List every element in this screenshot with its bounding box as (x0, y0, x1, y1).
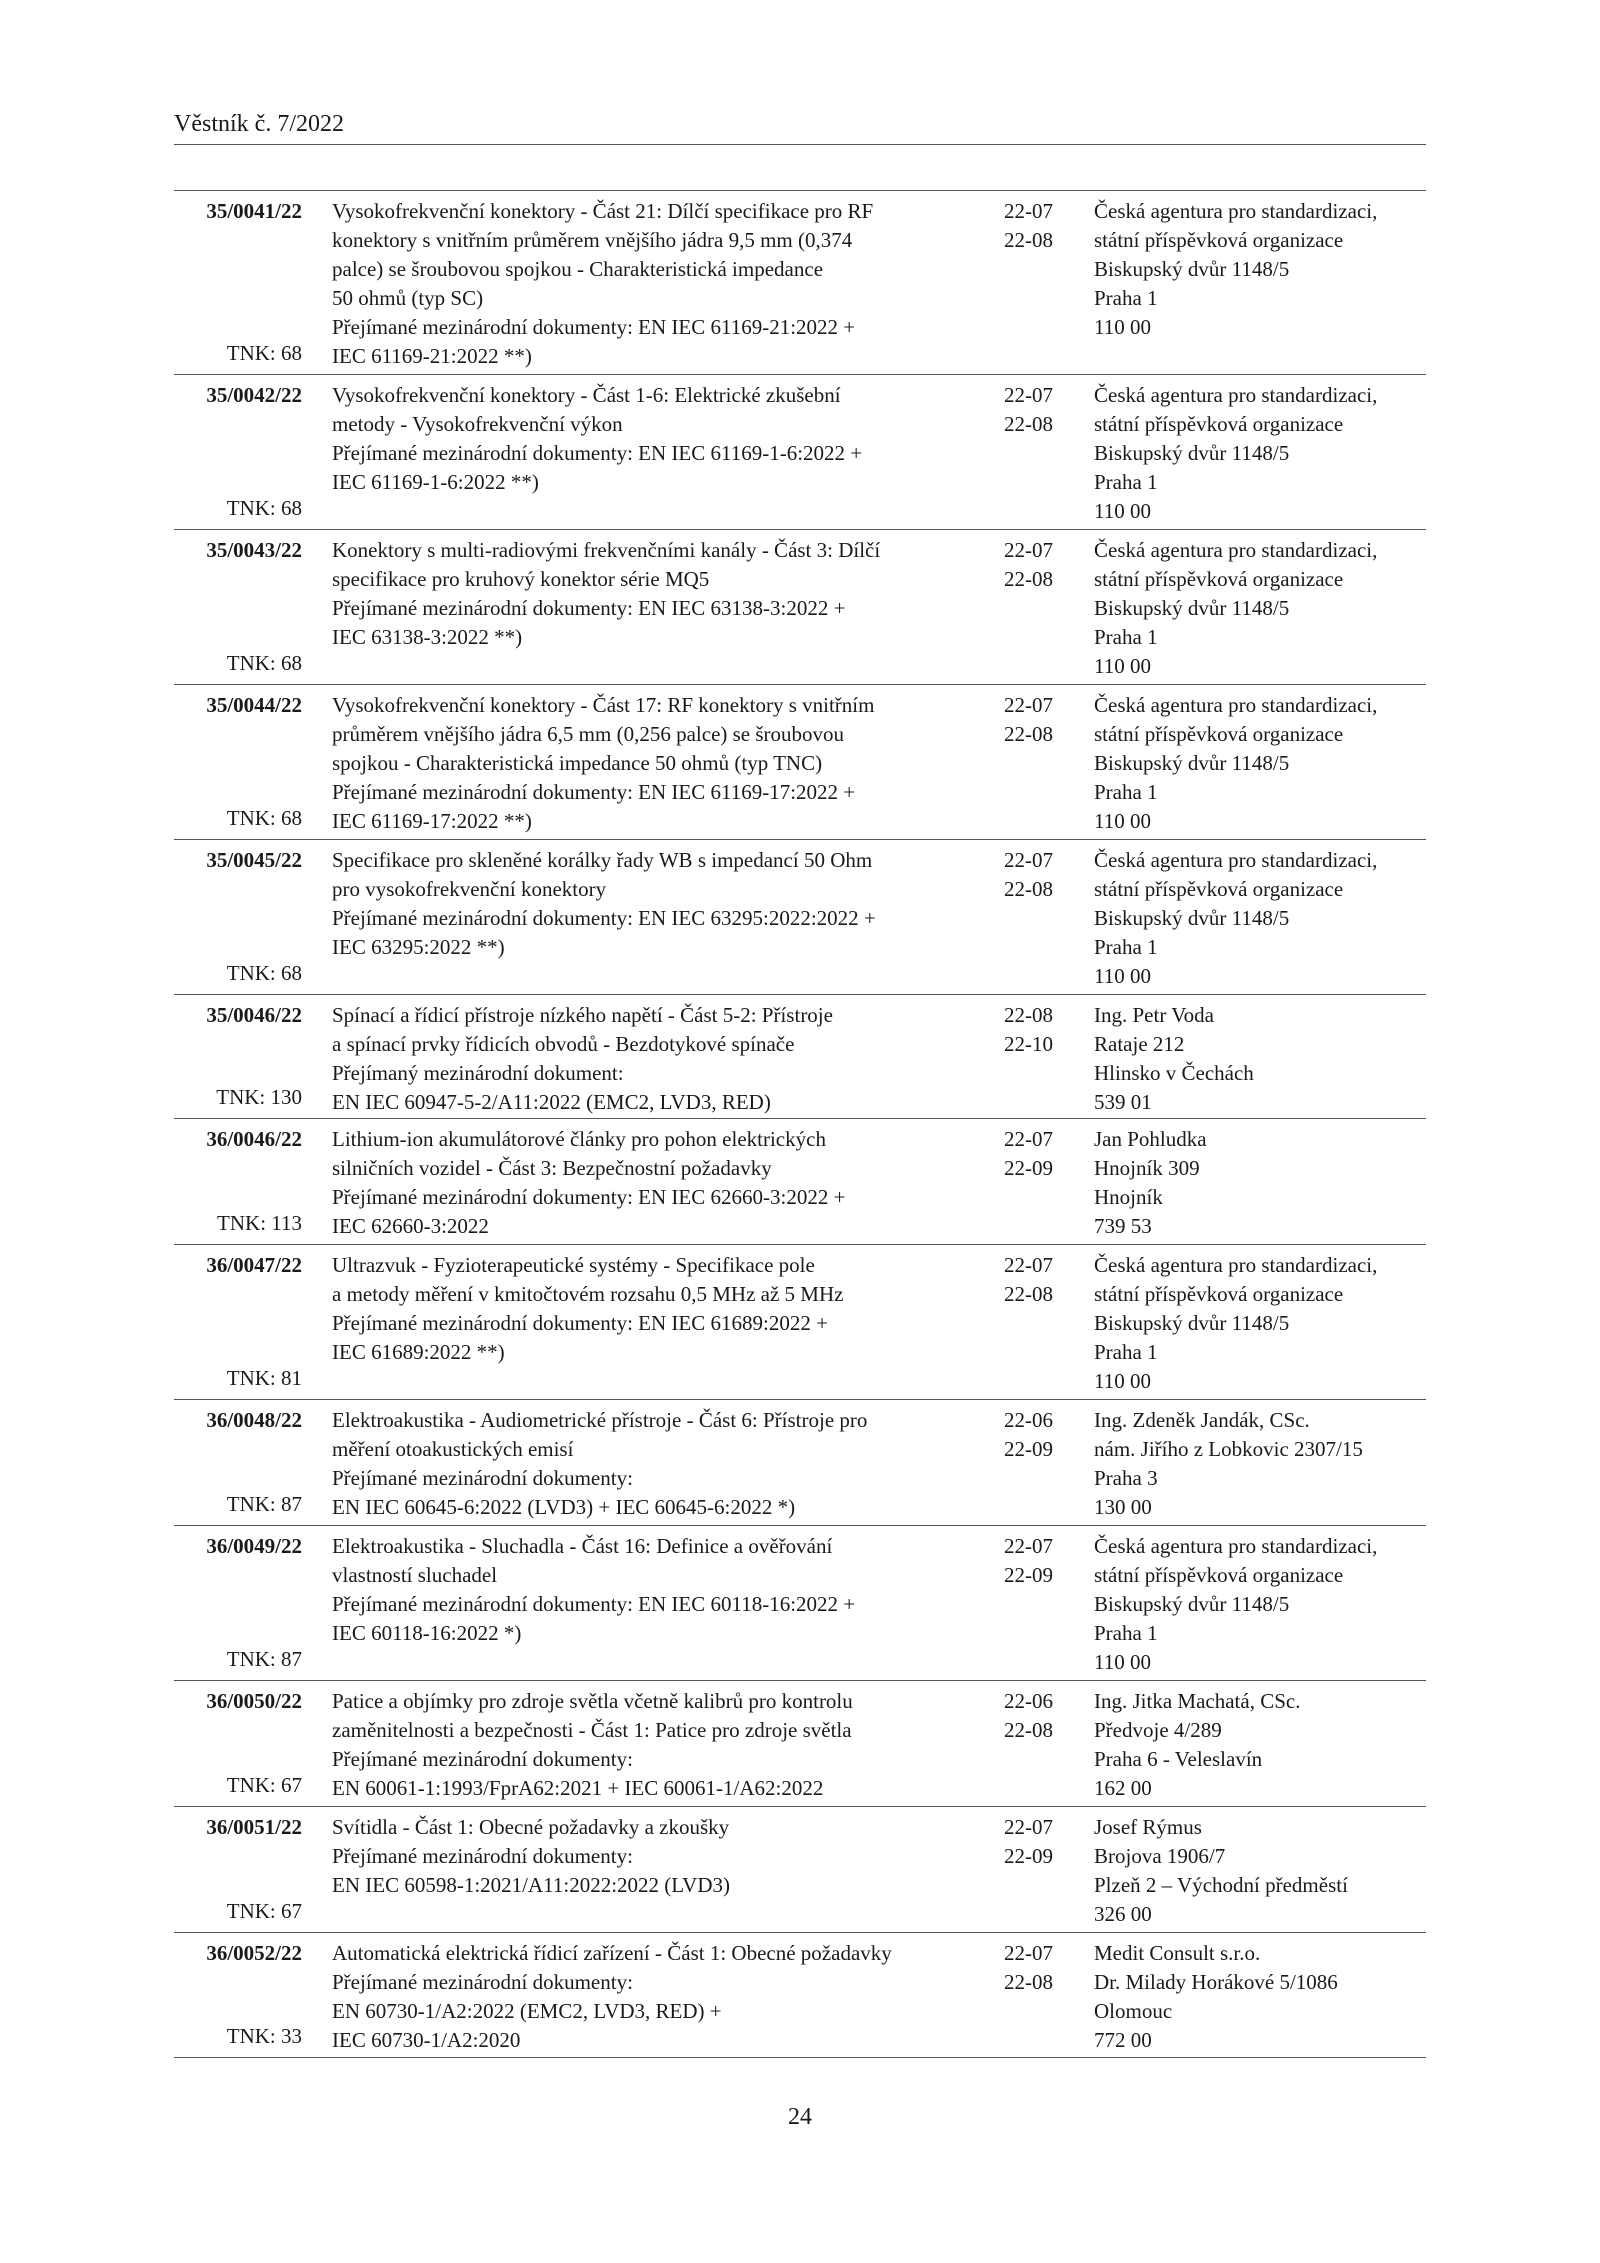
dates-line: 22-08 (1004, 412, 1053, 436)
standard-title-line: Přejímané mezinárodní dokumenty: EN IEC 63295:2022:2022 + (332, 906, 876, 930)
contact-address (1094, 536, 1426, 681)
standard-title (332, 1406, 964, 1522)
contact-address-line: Biskupský dvůr 1148/5 (1094, 1592, 1290, 1616)
contact-address-line: Olomouc (1094, 1999, 1173, 2023)
contact-address-line: státní příspěvková organizace (1094, 228, 1344, 252)
notice-number: 35/0042/22 (206, 383, 302, 407)
table-row (174, 994, 1426, 1118)
tnk-number: TNK: 130 (216, 1085, 302, 1109)
standard-title-line: IEC 60730-1/A2:2020 (332, 2028, 521, 2052)
dates-line: 22-07 (1004, 538, 1053, 562)
standard-title-line: IEC 63295:2022 **) (332, 935, 505, 959)
contact-address-line: Ing. Jitka Machatá, CSc. (1094, 1689, 1301, 1713)
standard-title-line: pro vysokofrekvenční konektory (332, 877, 607, 901)
dates-line: 22-09 (1004, 1563, 1053, 1587)
contact-address (1094, 1406, 1426, 1522)
table-row (174, 1680, 1426, 1806)
table-row (174, 1118, 1426, 1244)
notice-number: 35/0045/22 (206, 848, 302, 872)
tnk-number: TNK: 81 (226, 1366, 302, 1390)
notice-number: 36/0051/22 (206, 1815, 302, 1839)
contact-address-line: státní příspěvková organizace (1094, 412, 1344, 436)
contact-address-line: Praha 6 - Veleslavín (1094, 1747, 1263, 1771)
dates-line: 22-07 (1004, 199, 1053, 223)
contact-address-line: Česká agentura pro standardizaci, (1094, 848, 1378, 872)
standard-title-line: Elektroakustika - Sluchadla - Část 16: Definice a ověřování (332, 1534, 833, 1558)
standard-title (332, 1251, 964, 1367)
dates-line: 22-07 (1004, 1941, 1053, 1965)
contact-address-line: Praha 1 (1094, 286, 1158, 310)
standard-title-line: EN IEC 60947-5-2/A11:2022 (EMC2, LVD3, RED) (332, 1090, 771, 1114)
contact-address-line: 772 00 (1094, 2028, 1152, 2052)
notice-number: 36/0047/22 (206, 1253, 302, 1277)
contact-address-line: 110 00 (1094, 1650, 1151, 1674)
contact-address-line: Praha 1 (1094, 1340, 1158, 1364)
notice-number: 36/0049/22 (206, 1534, 302, 1558)
standard-title-line: Přejímané mezinárodní dokumenty: (332, 1970, 633, 1994)
contact-address-line: Praha 3 (1094, 1466, 1158, 1490)
standard-title-line: IEC 63138-3:2022 **) (332, 625, 523, 649)
contact-address-line: státní příspěvková organizace (1094, 1563, 1344, 1587)
standard-title (332, 1813, 964, 1900)
dates-line: 22-09 (1004, 1156, 1053, 1180)
contact-address-line: 110 00 (1094, 654, 1151, 678)
contact-address-line: 326 00 (1094, 1902, 1152, 1926)
contact-address-line: Česká agentura pro standardizaci, (1094, 383, 1378, 407)
contact-address (1094, 197, 1426, 342)
tnk-number: TNK: 33 (226, 2024, 302, 2048)
standard-title-line: IEC 61169-1-6:2022 **) (332, 470, 539, 494)
standard-title-line: Přejímané mezinárodní dokumenty: EN IEC 62660-3:2022 + (332, 1185, 846, 1209)
standard-title-line: Lithium-ion akumulátorové články pro pohon elektrických (332, 1127, 826, 1151)
contact-address (1094, 846, 1426, 991)
contact-address-line: Praha 1 (1094, 780, 1158, 804)
table-row (174, 1399, 1426, 1525)
standard-title-line: metody - Vysokofrekvenční výkon (332, 412, 623, 436)
contact-address-line: Brojova 1906/7 (1094, 1844, 1226, 1868)
contact-address-line: Plzeň 2 – Východní předměstí (1094, 1873, 1348, 1897)
standard-title-line: měření otoakustických emisí (332, 1437, 574, 1461)
dates-line: 22-06 (1004, 1689, 1053, 1713)
dates-line: 22-07 (1004, 383, 1053, 407)
contact-address-line: Biskupský dvůr 1148/5 (1094, 257, 1290, 281)
standard-title-line: Přejímané mezinárodní dokumenty: EN IEC 61169-17:2022 + (332, 780, 856, 804)
dates-line: 22-09 (1004, 1844, 1053, 1868)
table-row (174, 1525, 1426, 1680)
notice-number: 36/0048/22 (206, 1408, 302, 1432)
contact-address-line: Jan Pohludka (1094, 1127, 1207, 1151)
standard-title-line: Přejímané mezinárodní dokumenty: EN IEC 61689:2022 + (332, 1311, 828, 1335)
contact-address-line: Josef Rýmus (1094, 1815, 1202, 1839)
standard-title (332, 536, 964, 652)
contact-address-line: Praha 1 (1094, 1621, 1158, 1645)
standard-title-line: IEC 61169-17:2022 **) (332, 809, 532, 833)
contact-address-line: 110 00 (1094, 315, 1151, 339)
contact-address-line: Rataje 212 (1094, 1032, 1185, 1056)
standard-title-line: silničních vozidel - Část 3: Bezpečnostní požadavky (332, 1156, 772, 1180)
standard-title (332, 846, 964, 962)
notice-number: 36/0050/22 (206, 1689, 302, 1713)
contact-address-line: Hlinsko v Čechách (1094, 1061, 1254, 1085)
standard-title-line: vlastností sluchadel (332, 1563, 498, 1587)
standard-title-line: Specifikace pro skleněné korálky řady WB s impedancí 50 Ohm (332, 848, 873, 872)
dates (1004, 1532, 1070, 1590)
standard-title-line: spojkou - Charakteristická impedance 50 ohmů (typ TNC) (332, 751, 823, 775)
standard-title (332, 1939, 964, 2055)
dates-line: 22-08 (1004, 567, 1053, 591)
dates (1004, 846, 1070, 904)
contact-address-line: Česká agentura pro standardizaci, (1094, 199, 1378, 223)
dates-line: 22-07 (1004, 848, 1053, 872)
standard-title-line: 50 ohmů (typ SC) (332, 286, 484, 310)
contact-address (1094, 1532, 1426, 1677)
notice-number: 35/0044/22 (206, 693, 302, 717)
contact-address (1094, 1687, 1426, 1803)
standard-title-line: Přejímané mezinárodní dokumenty: EN IEC 61169-21:2022 + (332, 315, 856, 339)
dates-line: 22-08 (1004, 722, 1053, 746)
notice-number: 35/0043/22 (206, 538, 302, 562)
standard-title-line: Přejímané mezinárodní dokumenty: EN IEC 60118-16:2022 + (332, 1592, 856, 1616)
dates (1004, 691, 1070, 749)
dates-line: 22-10 (1004, 1032, 1053, 1056)
contact-address-line: Česká agentura pro standardizaci, (1094, 538, 1378, 562)
tnk-number: TNK: 87 (226, 1492, 302, 1516)
contact-address-line: státní příspěvková organizace (1094, 722, 1344, 746)
standard-title-line: zaměnitelnosti a bezpečnosti - Část 1: Patice pro zdroje světla (332, 1718, 852, 1742)
dates-line: 22-09 (1004, 1437, 1053, 1461)
contact-address-line: státní příspěvková organizace (1094, 567, 1344, 591)
contact-address-line: 110 00 (1094, 499, 1151, 523)
standard-title-line: konektory s vnitřním průměrem vnějšího jádra 9,5 mm (0,374 (332, 228, 853, 252)
table-row (174, 190, 1426, 374)
dates (1004, 1125, 1070, 1183)
standard-title-line: specifikace pro kruhový konektor série MQ5 (332, 567, 710, 591)
standard-title-line: palce) se šroubovou spojkou - Charakteristická impedance (332, 257, 824, 281)
standard-title-line: Přejímané mezinárodní dokumenty: (332, 1844, 633, 1868)
contact-address-line: Praha 1 (1094, 935, 1158, 959)
dates-line: 22-08 (1004, 1718, 1053, 1742)
standard-title (332, 1001, 964, 1117)
contact-address-line: Biskupský dvůr 1148/5 (1094, 1311, 1290, 1335)
tnk-number: TNK: 68 (226, 341, 302, 365)
contact-address-line: Medit Consult s.r.o. (1094, 1941, 1261, 1965)
standard-title-line: EN 60061-1:1993/FprA62:2021 + IEC 60061-1/A62:2022 (332, 1776, 824, 1800)
dates (1004, 1813, 1070, 1871)
tnk-number: TNK: 68 (226, 651, 302, 675)
standard-title-line: IEC 61689:2022 **) (332, 1340, 505, 1364)
dates-line: 22-08 (1004, 1003, 1053, 1027)
standard-title-line: Přejímané mezinárodní dokumenty: (332, 1747, 633, 1771)
dates (1004, 1001, 1070, 1059)
standard-title (332, 1687, 964, 1803)
standard-title-line: EN IEC 60645-6:2022 (LVD3) + IEC 60645-6:2022 *) (332, 1495, 796, 1519)
standard-title-line: EN IEC 60598-1:2021/A11:2022:2022 (LVD3) (332, 1873, 731, 1897)
tnk-number: TNK: 87 (226, 1647, 302, 1671)
contact-address-line: Hnojník (1094, 1185, 1163, 1209)
standard-title-line: IEC 61169-21:2022 **) (332, 344, 532, 368)
dates-line: 22-08 (1004, 877, 1053, 901)
standard-title (332, 1125, 964, 1241)
contact-address-line: Hnojník 309 (1094, 1156, 1200, 1180)
contact-address (1094, 1001, 1426, 1117)
contact-address-line: 539 01 (1094, 1090, 1152, 1114)
contact-address-line: Ing. Zdeněk Jandák, CSc. (1094, 1408, 1310, 1432)
standard-title-line: Svítidla - Část 1: Obecné požadavky a zkoušky (332, 1815, 730, 1839)
tnk-number: TNK: 67 (226, 1899, 302, 1923)
standard-title-line: IEC 60118-16:2022 *) (332, 1621, 522, 1645)
contact-address-line: Praha 1 (1094, 470, 1158, 494)
contact-address-line: 739 53 (1094, 1214, 1152, 1238)
standard-title-line: EN 60730-1/A2:2022 (EMC2, LVD3, RED) + (332, 1999, 722, 2023)
tnk-number: TNK: 68 (226, 496, 302, 520)
contact-address-line: Biskupský dvůr 1148/5 (1094, 441, 1290, 465)
contact-address-line: státní příspěvková organizace (1094, 1282, 1344, 1306)
standard-title-line: a metody měření v kmitočtovém rozsahu 0,5 MHz až 5 MHz (332, 1282, 844, 1306)
standard-title (332, 1532, 964, 1648)
dates-line: 22-06 (1004, 1408, 1053, 1432)
contact-address (1094, 1813, 1426, 1929)
dates-line: 22-07 (1004, 1253, 1053, 1277)
contact-address-line: 130 00 (1094, 1495, 1152, 1519)
table-row (174, 529, 1426, 684)
dates (1004, 1251, 1070, 1309)
table-row (174, 839, 1426, 994)
contact-address-line: státní příspěvková organizace (1094, 877, 1344, 901)
tnk-number: TNK: 113 (217, 1211, 302, 1235)
dates (1004, 1939, 1070, 1997)
standards-table (174, 190, 1426, 2058)
dates (1004, 536, 1070, 594)
dates-line: 22-07 (1004, 693, 1053, 717)
standard-title-line: Spínací a řídicí přístroje nízkého napětí - Část 5-2: Přístroje (332, 1003, 833, 1027)
standard-title-line: a spínací prvky řídicích obvodů - Bezdotykové spínače (332, 1032, 795, 1056)
tnk-number: TNK: 67 (226, 1773, 302, 1797)
standard-title-line: Ultrazvuk - Fyzioterapeutické systémy - Specifikace pole (332, 1253, 815, 1277)
notice-number: 35/0041/22 (206, 199, 302, 223)
contact-address-line: Předvoje 4/289 (1094, 1718, 1222, 1742)
table-row (174, 1806, 1426, 1932)
contact-address-line: Česká agentura pro standardizaci, (1094, 1253, 1378, 1277)
dates-line: 22-07 (1004, 1127, 1053, 1151)
standard-title (332, 381, 964, 497)
contact-address-line: Česká agentura pro standardizaci, (1094, 693, 1378, 717)
standard-title (332, 691, 964, 836)
standard-title (332, 197, 964, 371)
standard-title-line: průměrem vnějšího jádra 6,5 mm (0,256 palce) se šroubovou (332, 722, 845, 746)
page-number: 24 (788, 2104, 812, 2130)
contact-address-line: Biskupský dvůr 1148/5 (1094, 906, 1290, 930)
contact-address-line: Biskupský dvůr 1148/5 (1094, 751, 1290, 775)
standard-title-line: Přejímané mezinárodní dokumenty: (332, 1466, 633, 1490)
contact-address-line: nám. Jiřího z Lobkovic 2307/15 (1094, 1437, 1363, 1461)
standard-title-line: IEC 62660-3:2022 (332, 1214, 489, 1238)
contact-address-line: Česká agentura pro standardizaci, (1094, 1534, 1378, 1558)
notice-number: 36/0052/22 (206, 1941, 302, 1965)
contact-address-line: 110 00 (1094, 964, 1151, 988)
contact-address (1094, 691, 1426, 836)
standard-title-line: Přejímané mezinárodní dokumenty: EN IEC 63138-3:2022 + (332, 596, 846, 620)
contact-address-line: Biskupský dvůr 1148/5 (1094, 596, 1290, 620)
dates (1004, 197, 1070, 255)
dates-line: 22-08 (1004, 1970, 1053, 1994)
standard-title-line: Vysokofrekvenční konektory - Část 21: Dílčí specifikace pro RF (332, 199, 874, 223)
notice-number: 36/0046/22 (206, 1127, 302, 1151)
standard-title-line: Vysokofrekvenční konektory - Část 17: RF konektory s vnitřním (332, 693, 875, 717)
dates-line: 22-07 (1004, 1815, 1053, 1839)
dates (1004, 1406, 1070, 1464)
tnk-number: TNK: 68 (226, 806, 302, 830)
standard-title-line: Elektroakustika - Audiometrické přístroje - Část 6: Přístroje pro (332, 1408, 868, 1432)
tnk-number: TNK: 68 (226, 961, 302, 985)
contact-address (1094, 381, 1426, 526)
standard-title-line: Přejímané mezinárodní dokumenty: EN IEC 61169-1-6:2022 + (332, 441, 863, 465)
dates-line: 22-07 (1004, 1534, 1053, 1558)
contact-address-line: 110 00 (1094, 809, 1151, 833)
contact-address (1094, 1939, 1426, 2055)
contact-address-line: 110 00 (1094, 1369, 1151, 1393)
standard-title-line: Patice a objímky pro zdroje světla včetně kalibrů pro kontrolu (332, 1689, 853, 1713)
contact-address-line: 162 00 (1094, 1776, 1152, 1800)
contact-address (1094, 1125, 1426, 1241)
page-header-title: Věstník č. 7/2022 (174, 110, 1426, 145)
contact-address-line: Dr. Milady Horákové 5/1086 (1094, 1970, 1338, 1994)
dates (1004, 381, 1070, 439)
table-row (174, 684, 1426, 839)
contact-address-line: Ing. Petr Voda (1094, 1003, 1214, 1027)
contact-address (1094, 1251, 1426, 1396)
dates-line: 22-08 (1004, 1282, 1053, 1306)
standard-title-line: Automatická elektrická řídicí zařízení - Část 1: Obecné požadavky (332, 1941, 892, 1965)
dates (1004, 1687, 1070, 1745)
dates-line: 22-08 (1004, 228, 1053, 252)
contact-address-line: Praha 1 (1094, 625, 1158, 649)
table-row (174, 374, 1426, 529)
standard-title-line: Přejímaný mezinárodní dokument: (332, 1061, 624, 1085)
table-row (174, 1932, 1426, 2058)
notice-number: 35/0046/22 (206, 1003, 302, 1027)
standard-title-line: Konektory s multi-radiovými frekvenčními kanály - Část 3: Dílčí (332, 538, 881, 562)
standard-title-line: Vysokofrekvenční konektory - Část 1-6: Elektrické zkušební (332, 383, 841, 407)
table-row (174, 1244, 1426, 1399)
